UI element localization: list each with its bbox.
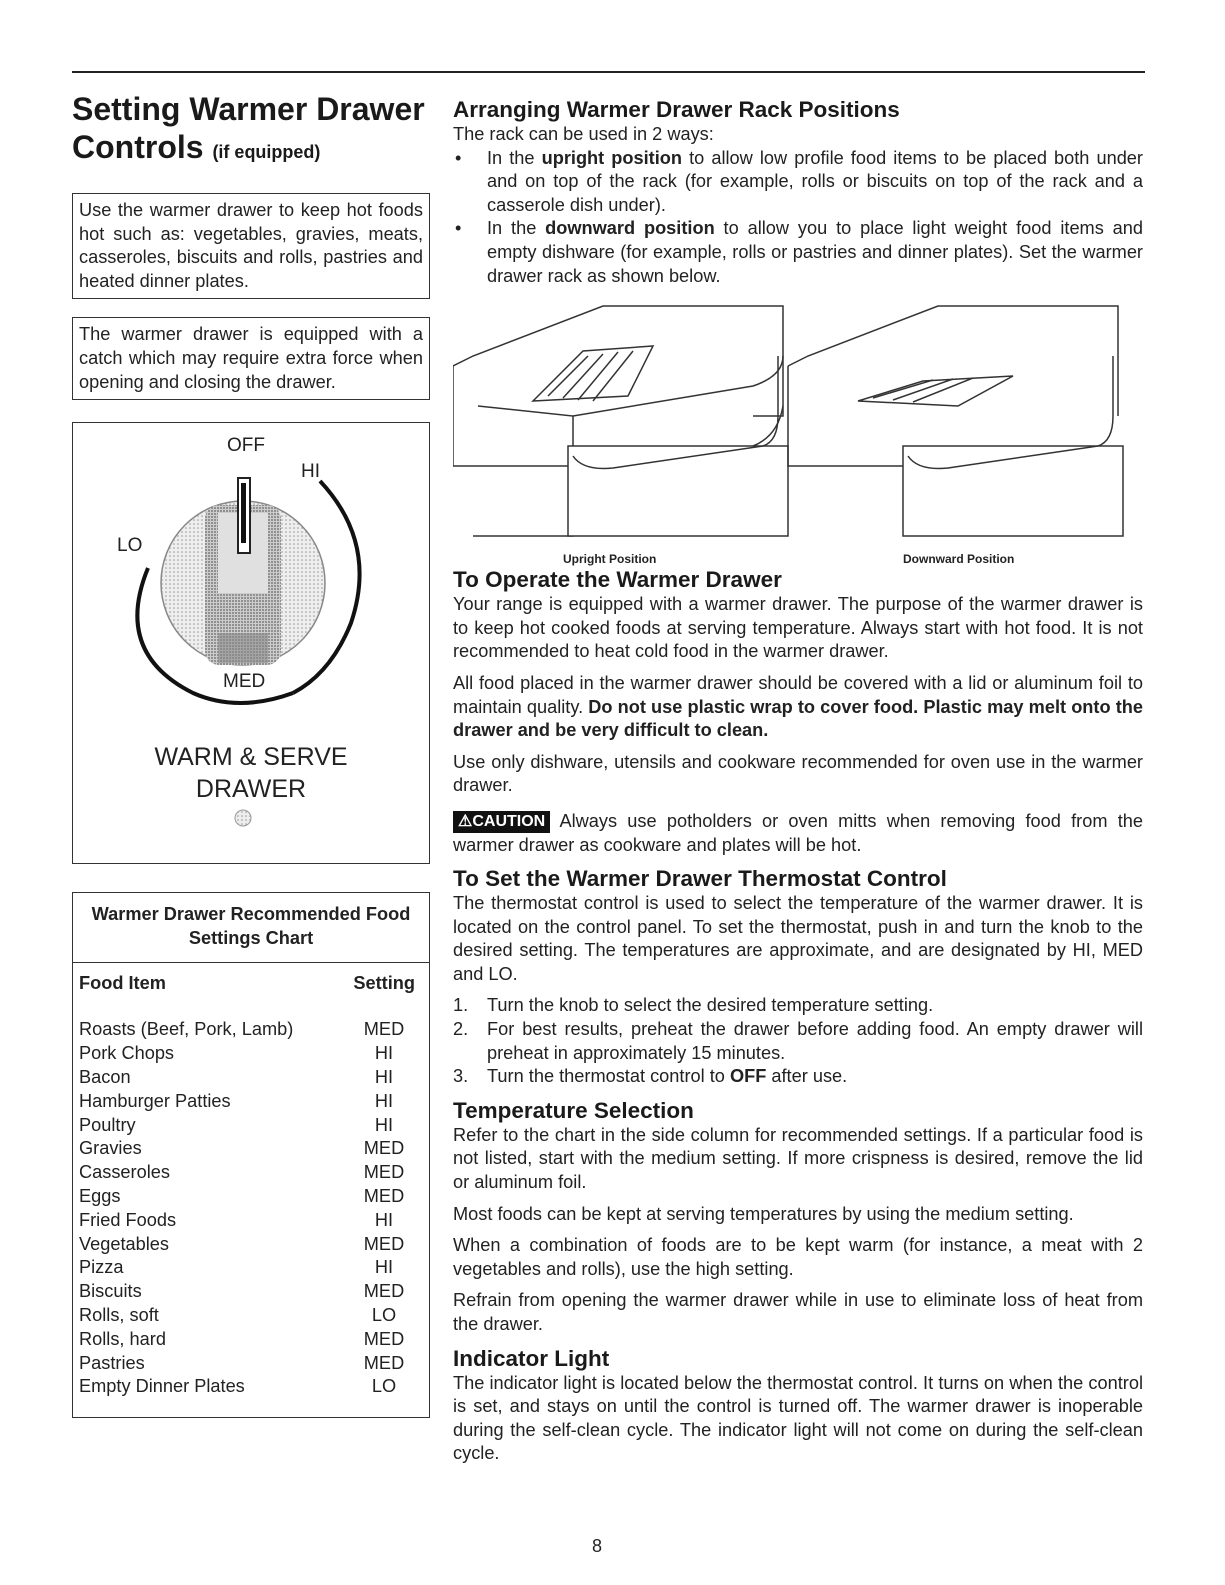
knob-caption — [73, 741, 429, 805]
chart-rows — [73, 994, 429, 1417]
list-item: 2. For best results, preheat the drawer before adding food. An empty drawer will preheat in approximately 15 minutes. — [453, 1019, 1143, 1063]
col-setting: Setting — [353, 973, 415, 994]
setting-cell: MED — [363, 1352, 405, 1373]
food-item-cell: Gravies — [79, 1138, 142, 1159]
col-food-item: Food Item — [79, 973, 166, 994]
knob-caption-line-2: DRAWER — [195, 775, 307, 804]
table-row — [79, 1090, 429, 1114]
table-row — [79, 1185, 429, 1209]
knob-illustration — [72, 422, 430, 864]
setting-cell: MED — [363, 1281, 405, 1302]
table-row — [79, 1066, 429, 1090]
table-row — [79, 1233, 429, 1257]
drawer-captions — [453, 548, 1143, 566]
left-column — [72, 90, 430, 1418]
table-row — [79, 1280, 429, 1304]
food-item-cell: Eggs — [79, 1185, 121, 1206]
food-item-cell: Fried Foods — [79, 1209, 177, 1230]
setting-cell: HI — [374, 1257, 394, 1278]
thermostat-heading: To Set the Warmer Drawer Thermostat Control — [453, 866, 947, 892]
food-item-cell: Casseroles — [79, 1162, 170, 1183]
setting-cell: HI — [374, 1090, 394, 1111]
setting-cell: LO — [371, 1376, 397, 1397]
table-row — [79, 1161, 429, 1185]
table-row — [79, 1256, 429, 1280]
caption-downward: Downward Position — [903, 552, 1015, 567]
setting-cell: MED — [363, 1138, 405, 1159]
rack-bullets — [453, 147, 1143, 289]
setting-cell: MED — [363, 1162, 405, 1183]
operate-heading: To Operate the Warmer Drawer — [453, 567, 782, 593]
knob-med-label: MED — [223, 671, 266, 693]
food-settings-chart — [72, 892, 430, 1418]
food-item-cell: Rolls, soft — [79, 1304, 159, 1325]
title-line-1: Setting Warmer Drawer — [72, 91, 425, 127]
table-row — [79, 1304, 429, 1328]
indicator-p1: The indicator light is located below the thermostat control. It turns on when the control is set, and stays on until the control is turned off. The warmer drawer is inoperable during the self-clean cycle. The indicator light will not come on during the self-clean cycle. — [453, 1372, 1143, 1464]
knob-off-label: OFF — [227, 435, 265, 457]
table-row — [79, 1352, 429, 1376]
setting-cell: HI — [374, 1209, 394, 1230]
table-row — [79, 1375, 429, 1399]
list-item: 3. Turn the thermostat control to OFF after use. — [453, 1066, 848, 1087]
table-row — [79, 1114, 429, 1138]
knob-lo-label: LO — [117, 535, 143, 557]
table-row — [79, 1328, 429, 1352]
caution-badge: ⚠CAUTION — [453, 811, 550, 833]
food-item-cell: Pastries — [79, 1352, 145, 1373]
food-item-cell: Empty Dinner Plates — [79, 1376, 245, 1397]
knob-caption-line-1: WARM & SERVE — [154, 743, 348, 772]
list-item: • In the upright position to allow low profile food items to be placed both under and on top of the rack (for example, rolls or biscuits on top of the rack and a casserole dish under). — [455, 147, 1143, 215]
indicator-heading: Indicator Light — [453, 1345, 610, 1371]
setting-cell: MED — [363, 1233, 405, 1254]
right-column — [453, 96, 1143, 1474]
food-item-cell: Pork Chops — [79, 1043, 175, 1064]
caution-paragraph: ⚠CAUTION Always use potholders or oven mitts when removing food from the warmer drawer as cookware and plates will be hot. — [453, 810, 1143, 855]
setting-cell: HI — [374, 1043, 394, 1064]
intro-box: Use the warmer drawer to keep hot foods hot such as: vegetables, gravies, meats, casseroles, biscuits and rolls, pastries and heated dinner plates. — [72, 193, 430, 299]
drawer-illustrations — [453, 296, 1143, 546]
rack-intro: The rack can be used in 2 ways: — [453, 124, 714, 144]
catch-note-box: The warmer drawer is equipped with a catch which may require extra force when opening and closing the drawer. — [72, 317, 430, 400]
caption-upright: Upright Position — [563, 552, 657, 567]
temperature-p3: When a combination of foods are to be kept warm (for instance, a meat with 2 vegetables and rolls), use the high setting. — [453, 1235, 1143, 1279]
chart-title: Warmer Drawer Recommended Food Settings Chart — [73, 893, 429, 963]
list-item: • In the downward position to allow you to place light weight food items and empty dishware (for example, rolls or pastries and dinner plates). Set the warmer drawer rack as shown below. — [455, 218, 1144, 286]
food-item-cell: Roasts (Beef, Pork, Lamb) — [79, 1019, 294, 1040]
setting-cell: HI — [374, 1114, 394, 1135]
temperature-heading: Temperature Selection — [453, 1097, 694, 1123]
table-row — [79, 1018, 429, 1042]
thermostat-p1: The thermostat control is used to select the temperature of the warmer drawer. It is located on the control panel. To set the thermostat, push in and turn the knob to the desired setting. The temperatures are approximate, and are designated by HI, MED and LO. — [453, 893, 1143, 984]
setting-cell: LO — [371, 1304, 397, 1325]
setting-cell: HI — [374, 1066, 394, 1087]
temperature-p4: Refrain from opening the warmer drawer while in use to eliminate loss of heat from the drawer. — [453, 1290, 1143, 1334]
setting-cell: MED — [363, 1019, 405, 1040]
knob-hi-label: HI — [301, 461, 320, 483]
temperature-p2: Most foods can be kept at serving temperatures by using the medium setting. — [453, 1203, 1074, 1224]
food-item-cell: Hamburger Patties — [79, 1090, 231, 1111]
rack-heading: Arranging Warmer Drawer Rack Positions — [453, 97, 900, 122]
title-suffix: (if equipped) — [212, 142, 321, 162]
page-title — [72, 90, 430, 171]
rack-positions-icon — [453, 296, 1143, 546]
food-item-cell: Bacon — [79, 1066, 131, 1087]
table-row — [79, 1042, 429, 1066]
table-row — [79, 1137, 429, 1161]
setting-cell: MED — [363, 1328, 405, 1349]
operate-p3: Use only dishware, utensils and cookware recommended for oven use in the warmer drawer. — [453, 751, 1143, 796]
food-item-cell: Poultry — [79, 1114, 136, 1135]
thermostat-steps — [453, 994, 1143, 1088]
food-item-cell: Vegetables — [79, 1233, 170, 1254]
operate-p1: Your range is equipped with a warmer drawer. The purpose of the warmer drawer is to keep hot cooked foods at serving temperature. Always start with hot food. It is not recommended to heat cold food in the warmer drawer. — [453, 594, 1143, 662]
title-line-2: Controls — [72, 129, 204, 165]
page-number: 8 — [592, 1536, 603, 1556]
temperature-p1: Refer to the chart in the side column for recommended settings. If a particular food is not listed, start with the medium setting. If more crispness is desired, remove the lid or aluminum foil. — [453, 1124, 1143, 1193]
top-rule — [72, 71, 1145, 73]
list-item: 1. Turn the knob to select the desired temperature setting. — [453, 995, 934, 1016]
food-item-cell: Pizza — [79, 1257, 124, 1278]
setting-cell: MED — [363, 1185, 405, 1206]
food-item-cell: Rolls, hard — [79, 1328, 166, 1349]
table-row — [79, 1209, 429, 1233]
chart-header — [73, 963, 429, 994]
operate-p2: All food placed in the warmer drawer should be covered with a lid or aluminum foil to maintain quality. Do not use plastic wrap to cover food. Plastic may melt onto the drawer and be very difficult to clean. — [453, 672, 1143, 741]
food-item-cell: Biscuits — [79, 1281, 142, 1302]
